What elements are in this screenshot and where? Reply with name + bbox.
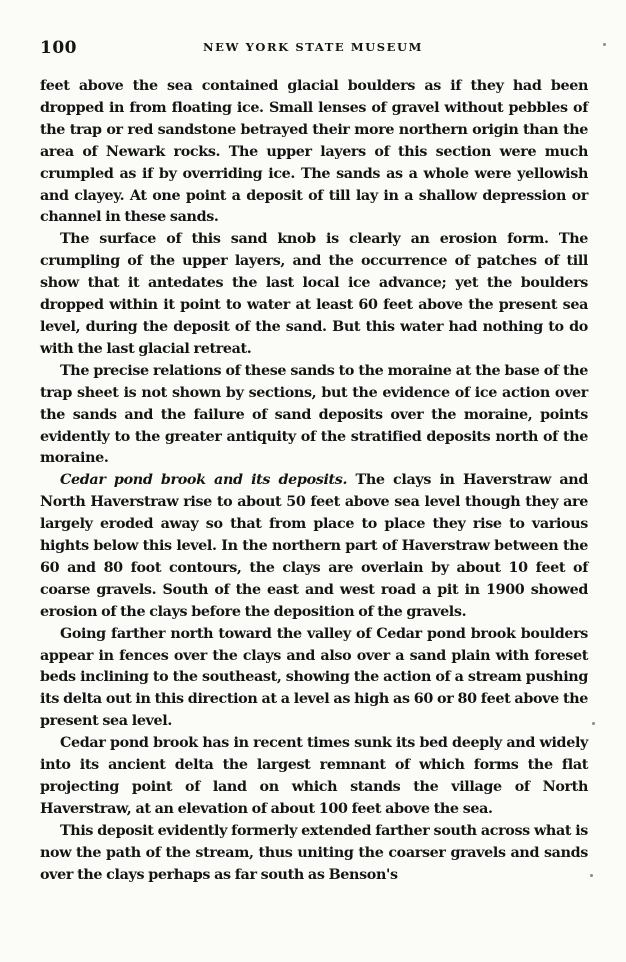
page-number: 100 <box>40 38 77 58</box>
running-head: NEW YORK STATE MUSEUM <box>202 40 424 54</box>
scan-speck <box>590 874 593 877</box>
paragraph-with-heading <box>40 470 588 623</box>
paragraph-text: The precise relations of these sands to the moraine at the base of the trap sheet is not shown by sections, but the evidence of ice action over the sands and the failure of sand deposits over the moraine, points evidently to the greater antiquity of the stratified deposits north of the moraine. <box>40 362 588 467</box>
paragraph-text: The surface of this sand knob is clearly an erosion form. The crumpling of the upper layers, and the occurrence of patches of till show that it antedates the last local ice advance; yet the boulders dropped within it point to water at least 60 feet above the present sea level, during the deposit of the sand. But this water had nothing to do with the last glacial retreat. <box>40 231 588 357</box>
paragraph-continued <box>40 76 588 229</box>
paragraph-text: This deposit evidently formerly extended farther south across what is now the path of the stream, thus uniting the coarser gravels and sands over the clays perhaps as far south as Benson's <box>40 822 588 883</box>
paragraph-text: feet above the sea contained glacial boulders as if they had been dropped in from floating ice. Small lenses of gravel without pebbles of the trap or red sandstone betrayed their more northern origin than the area of Newark rocks. The upper layers of this section were much crumpled as if by overriding ice. The sands as a whole were yellowish and clayey. At one point a deposit of till lay in a shallow depression or channel in these sands. <box>40 78 588 226</box>
paragraph <box>40 361 588 471</box>
scan-speck <box>603 43 606 46</box>
section-heading: Cedar pond brook and its deposits. <box>60 472 348 489</box>
paragraph-text: The clays in Haverstraw and North Haverstraw rise to about 50 feet above sea level though they are largely eroded away so that from place to place they rise to various hights below this level. In the northern part of Haverstraw between the 60 and 80 foot contours, the clays are overlain by about 10 feet of coarse gravels. South of the east and west road a pit in 1900 showed erosion of the clays before the deposition of the gravels. <box>40 472 588 620</box>
paragraph-text: Going farther north toward the valley of Cedar pond brook boulders appear in fences over the clays and also over a sand plain with foreset beds inclining to the southeast, showing the action of a stream pushing its delta out in this direction at a level as high as 60 or 80 feet above the present sea level. <box>40 625 588 730</box>
body-text <box>40 76 588 887</box>
scan-speck <box>592 722 595 725</box>
page-header <box>40 38 586 60</box>
paragraph <box>40 624 588 734</box>
paragraph <box>40 229 588 360</box>
paragraph <box>40 821 588 887</box>
paragraph <box>40 733 588 821</box>
paragraph-text: Cedar pond brook has in recent times sunk its bed deeply and widely into its ancient delta the largest remnant of which forms the flat projecting point of land on which stands the village of North Haverstraw, at an elevation of about 100 feet above the sea. <box>40 735 588 817</box>
